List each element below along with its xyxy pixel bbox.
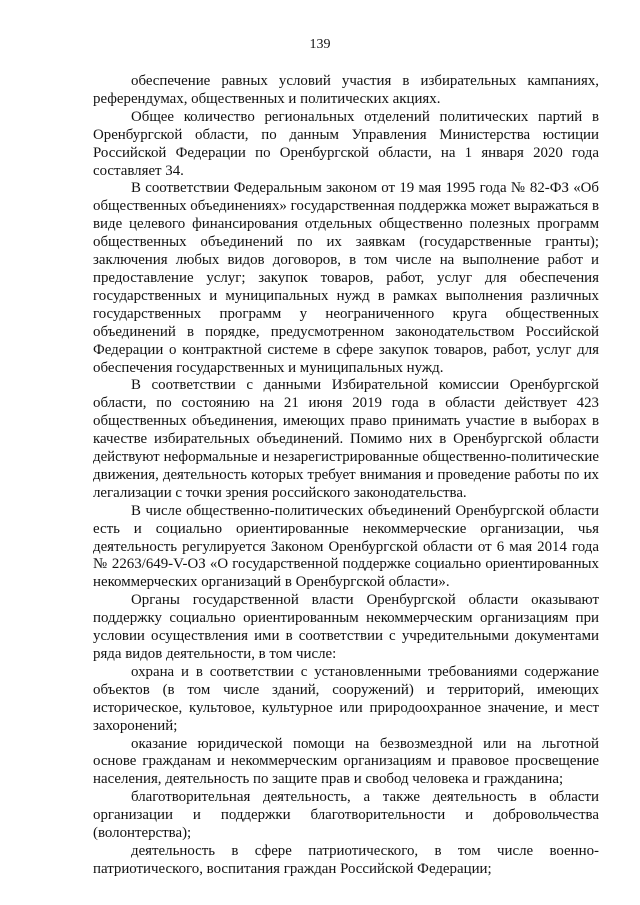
list-item: оказание юридической помощи на безвозмездной или на льготной основе гражданам и некоммерческим организациям и правовое просвещение населения, деятельность по защите прав и свобод человека и гражданина; [93,735,599,788]
page-number: 139 [309,37,331,52]
paragraph: В соответствии Федеральным законом от 19 мая 1995 года № 82-ФЗ «Об общественных объединениях» государственная поддержка может выражаться в виде целевого финансирования отдельных общественно полезных программ общественных объединений по их заявкам (государственные гранты); заключения любых видов договоров, в том числе на выполнение работ и предоставление услуг; закупок товаров, работ, услуг для обеспечения государственных и муниципальных нужд в рамках выполнения различных государственных программ у неограниченного круга общественных объединений в порядке, предусмотренном законодательством Российской Федерации о контрактной системе в сфере закупок товаров, работ, услуг для обеспечения государственных и муниципальных нужд. [93,180,599,376]
paragraph: В числе общественно-политических объединений Оренбургской области есть и социально ориентированные некоммерческие организации, чья деятельность регулируется Законом Оренбургской области от 6 мая 2014 года № 2263/649-V-ОЗ «О государственной поддержке социально ориентированных некоммерческих организаций в Оренбургской области». [93,502,599,591]
paragraph: обеспечение равных условий участия в избирательных кампаниях, референдумах, общественных и политических акциях. [93,73,599,107]
document-body [93,73,599,879]
list-item: охрана и в соответствии с установленными требованиями содержание объектов (в том числе зданий, сооружений) и территорий, имеющих историческое, культовое, культурное или природоохранное значение, и мест захоронений; [93,663,599,734]
paragraph: В соответствии с данными Избирательной комиссии Оренбургской области, по состоянию на 21 июня 2019 года в области действует 423 общественных объединения, имеющих право принимать участие в выборах в качестве избирательных объединений. Помимо них в Оренбургской области действуют неформальные и незарегистрированные общественно-политические движения, деятельность которых требует внимания и проведение работы по их легализации с точки зрения российского законодательства. [93,377,599,501]
list-item: благотворительная деятельность, а также деятельность в области организации и поддержки благотворительности и добровольчества (волонтерства); [93,789,599,842]
paragraph: Общее количество региональных отделений политических партий в Оренбургской области, по данным Управления Министерства юстиции Российской Федерации по Оренбургской области, на 1 января 2020 года составляет 34. [93,108,599,179]
paragraph: Органы государственной власти Оренбургской области оказывают поддержку социально ориентированным некоммерческим организациям при условии осуществления ими в соответствии с учредительными документами ряда видов деятельности, в том числе: [93,592,599,662]
list-item: деятельность в сфере патриотического, в том числе военно-патриотического, воспитания граждан Российской Федерации; [93,842,599,877]
